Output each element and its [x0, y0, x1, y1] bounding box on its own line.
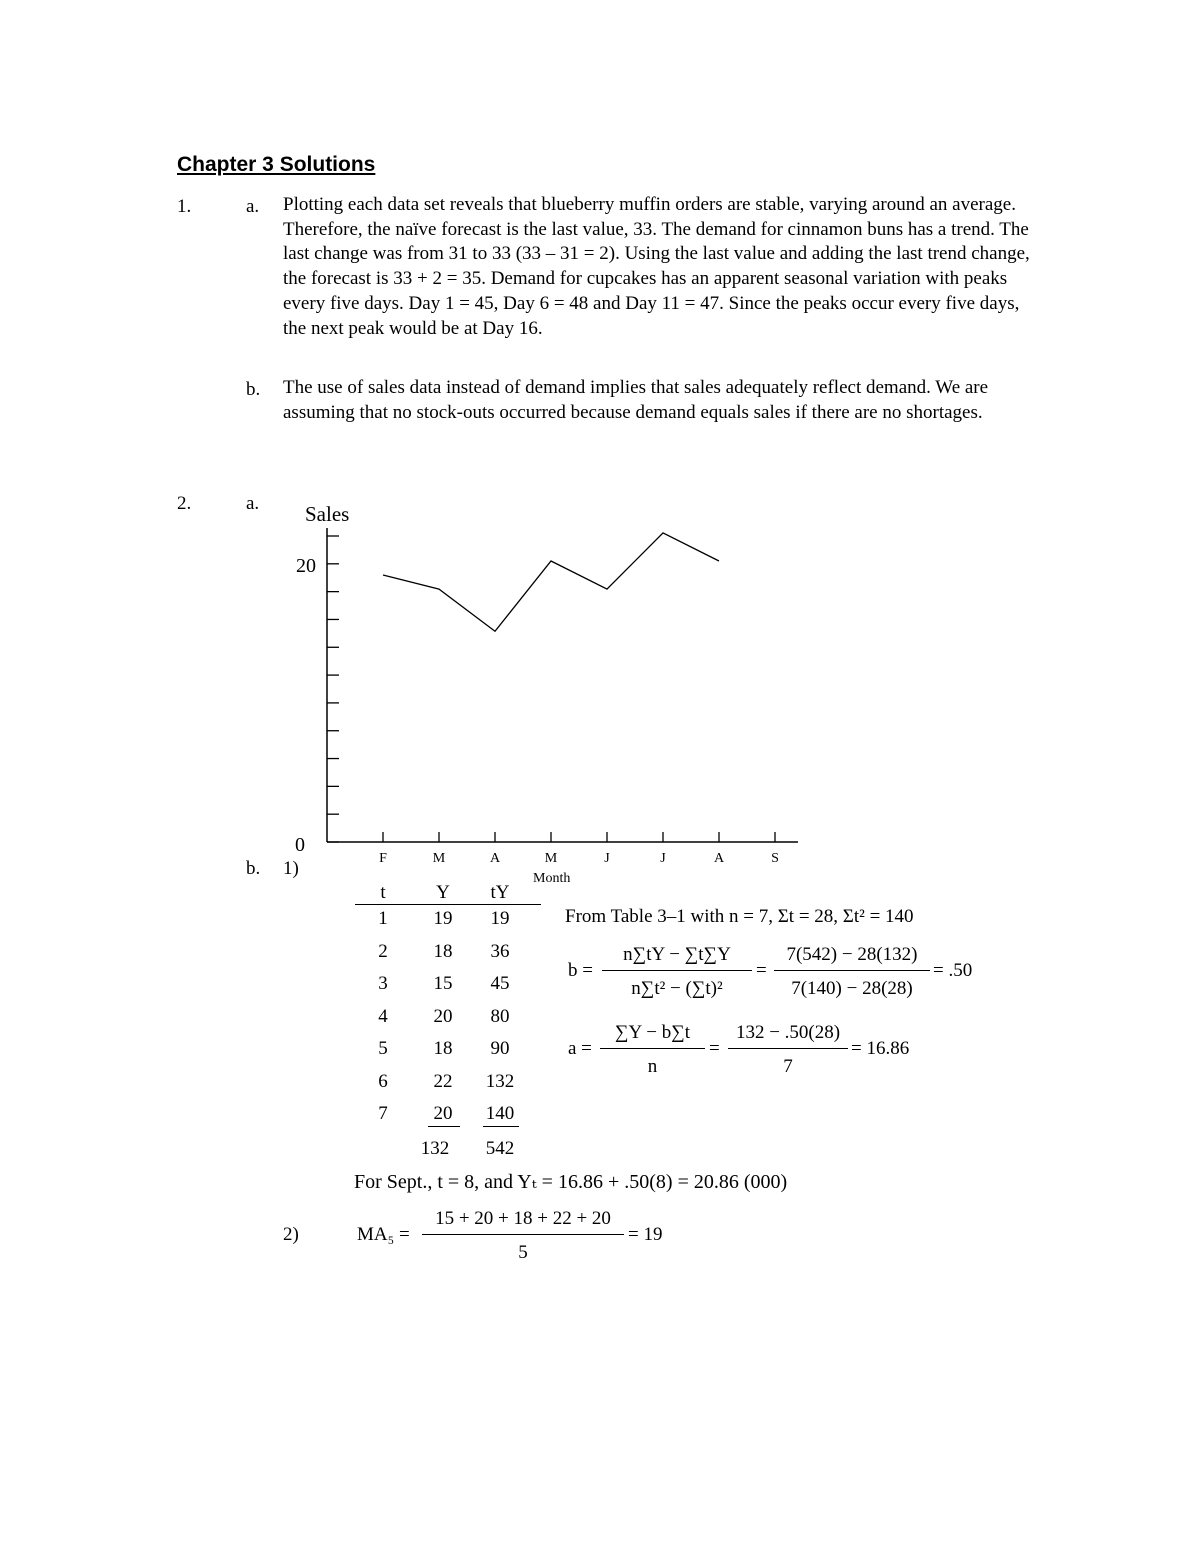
ma-formula-denominator: 5 — [518, 1242, 528, 1263]
table-cell-t: 1 — [378, 908, 388, 929]
table-cell-t: 3 — [378, 973, 388, 994]
sales-series-line — [383, 533, 719, 631]
table-header-t: t — [380, 882, 386, 903]
x-tick-label: J — [604, 851, 610, 866]
b-formula-lhs: b = — [568, 960, 593, 981]
question-2-number: 2. — [177, 493, 192, 514]
a-formula-denominator: n — [647, 1056, 658, 1077]
question-1a-label: a. — [246, 196, 260, 217]
b-substituted-denominator: 7(140) − 28(28) — [791, 978, 913, 999]
b-substituted-bar — [774, 970, 930, 971]
table-cell-ty: 132 — [485, 1070, 515, 1092]
question-2b1-label: 1) — [283, 858, 299, 879]
a-result: = 16.86 — [851, 1038, 910, 1059]
x-tick-label: A — [713, 851, 725, 866]
ma-formula-numerator: 15 + 20 + 18 + 22 + 20 — [435, 1208, 611, 1229]
a-substituted-denominator: 7 — [783, 1056, 793, 1077]
y-total-rule — [428, 1126, 460, 1127]
x-tick-label: M — [432, 851, 446, 866]
y-axis-label: Sales — [305, 502, 350, 526]
x-tick-label: M — [544, 851, 558, 866]
x-tick-label: A — [489, 851, 501, 866]
table-cell-y: 18 — [433, 1038, 453, 1059]
ma-result: = 19 — [628, 1224, 663, 1245]
b-formula-denominator: n∑t² − (∑t)² — [631, 978, 723, 999]
from-table-note: From Table 3–1 with n = 7, Σt = 28, Σt² = 140 — [565, 906, 914, 927]
question-1b-label: b. — [246, 379, 261, 400]
question-2a-label: a. — [246, 493, 260, 514]
b-fraction-bar — [602, 970, 752, 971]
question-1b-text: The use of sales data instead of demand implies that sales adequately reflect demand. We are assuming that no stock-outs occurred because demand equals sales if there are no shortages. — [283, 377, 989, 423]
table-cell-y: 15 — [433, 973, 453, 994]
ma-fraction-bar — [422, 1234, 624, 1235]
question-1a-text: Plotting each data set reveals that blueberry muffin orders are stable, varying around an average. Therefore, the naïve forecast is the last value, 33. The demand for cinnamon buns has a trend. The last change was from 31 to 33 (33 – 31 = 2). Using the last value and adding the last trend change, the forecast is 33 + 2 = 35. Demand for cupcakes has an apparent seasonal variation with peaks every five days. Day 1 = 45, Day 6 = 48 and Day 11 = 47. Since the peaks occur every five days, the next peak would be at Day 16. — [283, 194, 1030, 339]
table-cell-t: 7 — [378, 1103, 388, 1124]
a-substituted-numerator: 132 − .50(28) — [735, 1022, 841, 1043]
y-tick-label-20: 20 — [296, 555, 316, 577]
table-cell-ty: 80 — [490, 1005, 510, 1027]
b-substituted-numerator: 7(542) − 28(132) — [786, 944, 918, 965]
table-cell-ty: 140 — [485, 1103, 515, 1124]
table-cell-y: 20 — [433, 1103, 453, 1124]
x-tick-label: S — [771, 851, 779, 866]
x-tick-label: F — [379, 851, 387, 866]
question-2b-label: b. — [246, 858, 261, 879]
table-cell-t: 5 — [378, 1038, 388, 1059]
table-cell-ty: 19 — [490, 908, 510, 929]
a-formula-numerator: ∑Y − b∑t — [614, 1022, 691, 1043]
x-axis-label: Month — [533, 871, 571, 886]
table-cell-t: 6 — [378, 1070, 388, 1092]
ty-total-rule — [483, 1126, 519, 1127]
table-total-y: 132 — [420, 1138, 450, 1159]
page-title: Chapter 3 Solutions — [177, 153, 376, 176]
a-equals: = — [709, 1038, 720, 1059]
table-cell-y: 22 — [433, 1070, 453, 1092]
regression-table — [355, 880, 545, 1165]
b-equals: = — [756, 960, 767, 981]
y-tick-label-0: 0 — [295, 834, 305, 856]
table-cell-y: 18 — [433, 940, 453, 962]
table-cell-ty: 45 — [490, 973, 510, 994]
a-fraction-bar — [600, 1048, 705, 1049]
a-substituted-bar — [728, 1048, 848, 1049]
table-header-rule — [355, 904, 541, 905]
table-cell-ty: 90 — [490, 1038, 510, 1059]
x-tick-label: J — [660, 851, 666, 866]
september-forecast: For Sept., t = 8, and Yₜ = 16.86 + .50(8) = 20.86 (000) — [354, 1171, 788, 1193]
table-total-ty: 542 — [485, 1138, 515, 1159]
question-2b2-label: 2) — [283, 1224, 299, 1245]
table-header-ty: tY — [490, 882, 510, 903]
a-formula-lhs: a = — [568, 1038, 592, 1059]
table-cell-ty: 36 — [490, 940, 510, 962]
table-cell-y: 20 — [433, 1005, 453, 1027]
b-result: = .50 — [933, 960, 973, 981]
table-cell-t: 2 — [378, 940, 388, 962]
table-cell-y: 19 — [433, 908, 453, 929]
ma-formula-lhs: MA₅ = — [357, 1224, 410, 1245]
question-1-number: 1. — [177, 196, 192, 217]
table-header-y: Y — [436, 882, 450, 903]
table-cell-t: 4 — [378, 1005, 388, 1027]
b-formula-numerator: n∑tY − ∑t∑Y — [623, 944, 731, 965]
